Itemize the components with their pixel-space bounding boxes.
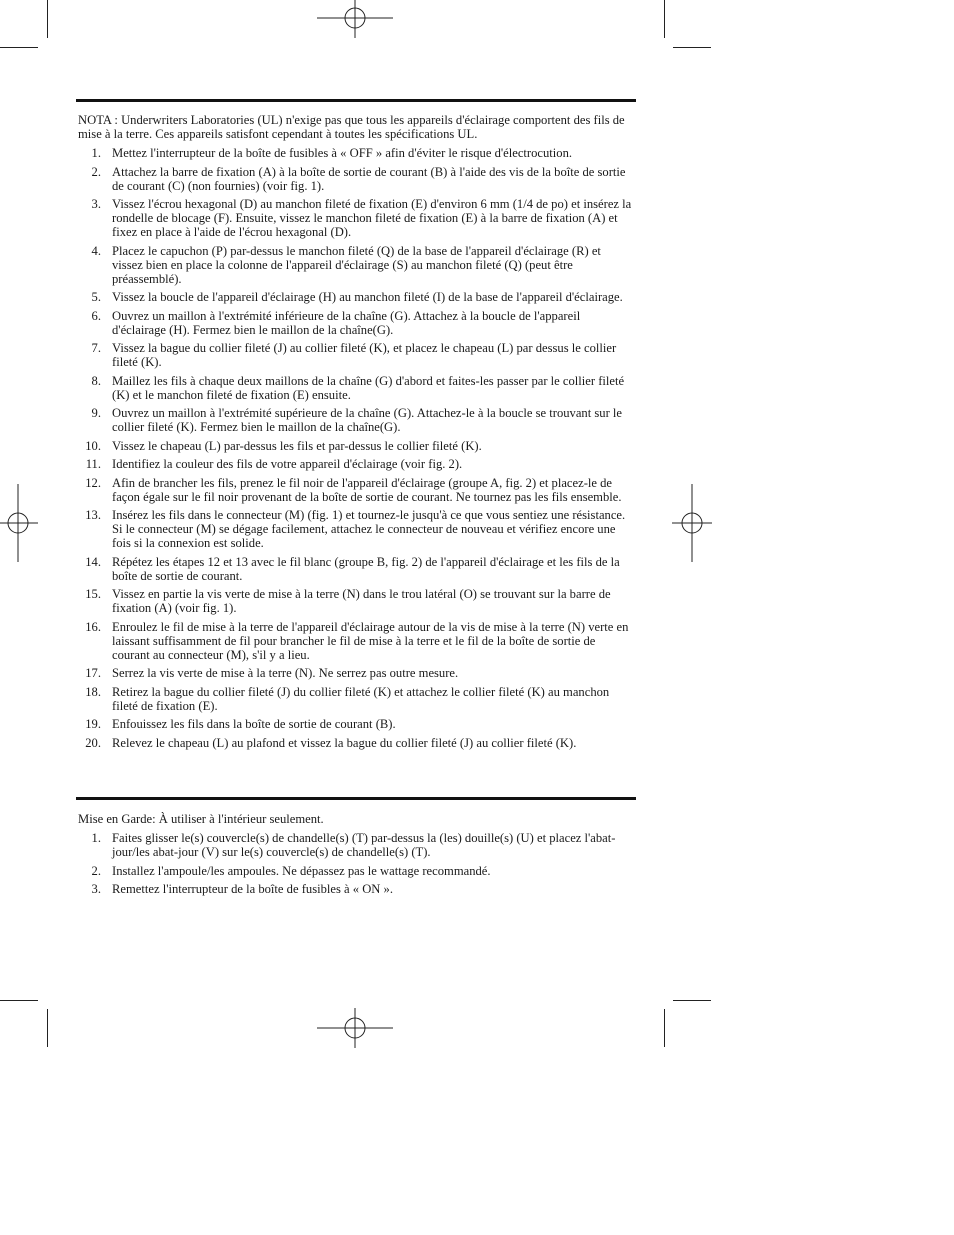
step-item (78, 736, 634, 750)
ul-note: NOTA : Underwriters Laboratories (UL) n'exige pas que tous les appareils d'éclairage comportent des fils de mise à la terre. Ces appareils satisfont cependant à toutes les spécifications UL. (78, 113, 625, 141)
step-item (78, 146, 634, 160)
step-number: 19. (85, 717, 101, 731)
step-number: 14. (85, 554, 101, 569)
step-text: Vissez l'écrou hexagonal (D) au manchon fileté de fixation (E) d'environ 6 mm (1/4 de po) et insérez la rondelle de blocage (F). Ensuite, vissez le manchon fileté de fixation (E) à la barre de fixation (A) et fixez en place à l'aide de l'écrou hexagonal (D). (112, 197, 632, 239)
step-item (78, 476, 634, 504)
step-item (78, 666, 634, 680)
step-text: Relevez le chapeau (L) au plafond et vissez la bague du collier fileté (J) au collier fileté (K). (112, 735, 577, 750)
crop-mark (664, 0, 665, 38)
step-text: Afin de brancher les fils, prenez le fil noir de l'appareil d'éclairage (groupe A, fig. 2) et placez-le de façon égale sur le fil noir provenant de la boîte de sortie de courant. Ne tournez pas les fils ensemble. (112, 475, 622, 504)
step-text: Insérez les fils dans le connecteur (M) (fig. 1) et tournez-le jusqu'à ce que vous sentiez une résistance. Si le connecteur (M) se dégage facilement, attachez le connecteur de nouveau et vérifiez encore une fois si la connexion est solide. (112, 508, 626, 550)
step-number: 5. (91, 290, 101, 304)
step-number: 20. (85, 735, 101, 750)
step-text: Ouvrez un maillon à l'extrémité inférieure de la chaîne (G). Attachez à la boucle de l'appareil d'éclairage (H). Fermez bien le maillon de la chaîne(G). (112, 308, 581, 337)
step-text: Ouvrez un maillon à l'extrémité supérieure de la chaîne (G). Attachez-le à la boucle se trouvant sur le collier fileté (K). Fermez bien le maillon de la chaîne(G). (112, 406, 623, 434)
step-text: Mettez l'interrupteur de la boîte de fusibles à « OFF » afin d'éviter le risque d'électrocution. (112, 146, 573, 160)
step-item (78, 244, 634, 286)
registration-mark-icon (0, 484, 40, 562)
step-number: 1. (91, 146, 101, 160)
step-number: 8. (91, 373, 101, 388)
step-number: 2. (91, 863, 101, 878)
step-item (78, 864, 634, 878)
step-item (78, 717, 634, 731)
step-number: 4. (91, 243, 101, 258)
step-text: Identifiez la couleur des fils de votre appareil d'éclairage (voir fig. 2). (112, 457, 463, 471)
step-item (78, 197, 634, 239)
step-item (78, 457, 634, 471)
step-number: 3. (91, 882, 101, 896)
step-item (78, 831, 634, 859)
step-text: Attachez la barre de fixation (A) à la boîte de sortie de courant (B) à l'aide des vis de la boîte de sortie de courant (C) (non fournies) (voir fig. 1). (112, 164, 626, 193)
step-number: 6. (91, 308, 101, 323)
step-item (78, 685, 634, 713)
step-number: 11. (85, 457, 101, 471)
installation-steps-list (78, 146, 634, 754)
step-item (78, 882, 634, 896)
caution-note: Mise en Garde: À utiliser à l'intérieur seulement. (78, 812, 324, 826)
step-text: Placez le capuchon (P) par-dessus le manchon fileté (Q) de la base de l'appareil d'éclairage (R) et vissez bien en place la colonne de l'appareil d'éclairage (S) au manchon fileté (Q) (peut être préassemblé). (112, 243, 601, 286)
step-text: Vissez en partie la vis verte de mise à la terre (N) dans le trou latéral (O) se trouvant sur la barre de fixation (A) (voir fig. 1). (112, 587, 611, 615)
registration-mark-icon (317, 0, 393, 40)
step-item (78, 290, 634, 304)
crop-mark (0, 1000, 38, 1001)
registration-mark-icon (672, 484, 712, 562)
step-item (78, 555, 634, 583)
step-item (78, 620, 634, 662)
step-number: 2. (91, 164, 101, 179)
crop-mark (0, 47, 38, 48)
crop-mark (47, 0, 48, 38)
step-item (78, 309, 634, 337)
step-number: 12. (85, 475, 101, 490)
step-text: Installez l'ampoule/les ampoules. Ne dépassez pas le wattage recommandé. (112, 863, 491, 878)
step-number: 15. (85, 587, 101, 601)
step-number: 17. (85, 666, 101, 680)
step-number: 3. (91, 197, 101, 211)
section-rule (76, 99, 636, 102)
registration-mark-icon (317, 1008, 393, 1048)
step-text: Vissez la bague du collier fileté (J) au collier fileté (K), et placez le chapeau (L) par dessus le collier fileté (K). (112, 341, 617, 369)
step-item (78, 508, 634, 550)
step-item (78, 406, 634, 434)
crop-mark (673, 1000, 711, 1001)
crop-mark (664, 1009, 665, 1047)
step-text: Serrez la vis verte de mise à la terre (N). Ne serrez pas outre mesure. (112, 666, 459, 680)
step-text: Vissez le chapeau (L) par-dessus les fils et par-dessus le collier fileté (K). (112, 438, 482, 453)
finishing-steps-list (78, 831, 634, 901)
step-text: Remettez l'interrupteur de la boîte de fusibles à « ON ». (112, 882, 393, 896)
step-number: 16. (85, 619, 101, 634)
step-text: Enfouissez les fils dans la boîte de sortie de courant (B). (112, 717, 396, 731)
step-text: Enroulez le fil de mise à la terre de l'appareil d'éclairage autour de la vis de mise à la terre (N) verte en laissant suffisamment de fil pour brancher le fil de mise à la terre et le fil de la boîte de sortie de courant au connecteur (M), s'il y a lieu. (112, 619, 629, 662)
step-number: 1. (91, 831, 101, 845)
step-number: 13. (85, 508, 101, 522)
step-item (78, 439, 634, 453)
step-number: 7. (91, 341, 101, 355)
step-number: 18. (85, 684, 101, 699)
crop-mark (47, 1009, 48, 1047)
step-item (78, 165, 634, 193)
step-item (78, 374, 634, 402)
step-item (78, 341, 634, 369)
step-text: Répétez les étapes 12 et 13 avec le fil blanc (groupe B, fig. 2) de l'appareil d'éclairage et les fils de la boîte de sortie de courant. (112, 554, 620, 583)
crop-mark (673, 47, 711, 48)
step-number: 9. (91, 406, 101, 420)
step-text: Vissez la boucle de l'appareil d'éclairage (H) au manchon fileté (I) de la base de l'appareil d'éclairage. (112, 290, 623, 304)
step-number: 10. (85, 438, 101, 453)
section-rule (76, 797, 636, 800)
step-text: Faites glisser le(s) couvercle(s) de chandelle(s) (T) par-dessus la (les) douille(s) (U) et placez l'abat-jour/les abat-jour (V) sur le(s) couvercle(s) de chandelle(s) (T). (112, 831, 616, 859)
step-text: Retirez la bague du collier fileté (J) du collier fileté (K) et attachez le collier fileté (K) au manchon fileté de fixation (E). (112, 684, 610, 713)
step-text: Maillez les fils à chaque deux maillons de la chaîne (G) d'abord et faites-les passer par le collier fileté (K) et le manchon fileté de fixation (E) ensuite. (112, 373, 625, 402)
step-item (78, 587, 634, 615)
